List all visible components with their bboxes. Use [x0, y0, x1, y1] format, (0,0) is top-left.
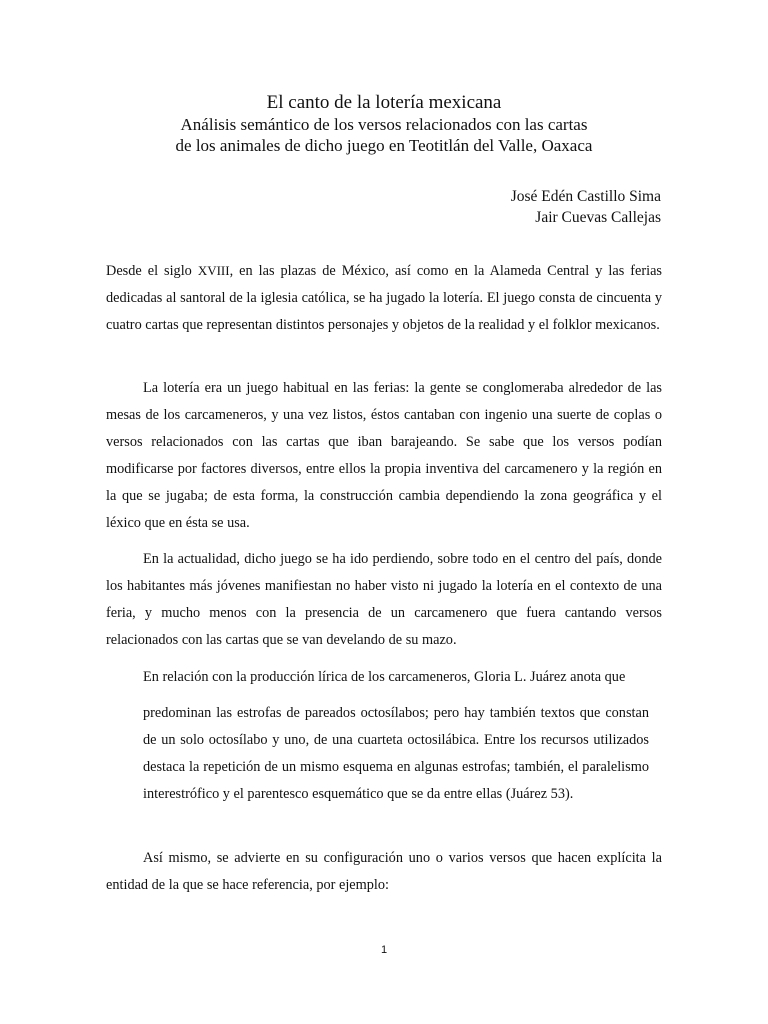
- body-paragraph-3: En la actualidad, dicho juego se ha ido perdiendo, sobre todo en el centro del país, donde los habitantes más jóvenes manifiestan no haber visto ni jugado la lotería en el contexto de una feria, y mucho menos con la presencia de un carcamenero que fuera cantando versos relacionados con las cartas que se van develando de su mazo.: [106, 551, 662, 648]
- body-paragraph-5: Así mismo, se advierte en su configuración uno o varios versos que hacen explícita la entidad de la que se hace referencia, por ejemplo:: [106, 850, 662, 893]
- paragraph-1-text-end: , en las plazas de México, así como en la Alameda Central y las ferias dedicadas al santoral de la iglesia católica, se ha jugado la lotería. El juego consta de cincuenta y cuatro cartas que representan distintos personajes y objetos de la realidad y el folklor mexicanos.: [106, 263, 662, 333]
- document-subtitle-line-1: Análisis semántico de los versos relacionados con las cartas: [180, 115, 588, 134]
- document-header: [106, 92, 662, 156]
- author-name: José Edén Castillo Sima: [510, 188, 661, 205]
- document-subtitle-line-2: de los animales de dicho juego en Teotitlán del Valle, Oaxaca: [175, 136, 593, 155]
- page-number: 1: [380, 944, 388, 956]
- body-paragraph-4: En relación con la producción lírica de los carcameneros, Gloria L. Juárez anota que: [143, 669, 626, 685]
- body-paragraph-2: La lotería era un juego habitual en las ferias: la gente se conglomeraba alrededor de las mesas de los carcameneros, y una vez listos, éstos cantaban con ingenio una suerte de coplas o versos relacionados con las cartas que iban barajeando. Se sabe que los versos podían modificarse por factores diversos, entre ellos la propia inventiva del carcamenero y la región en la que se jugaba; de esta forma, la construcción cambia dependiendo la zona geográfica y el léxico que en ésta se usa.: [106, 380, 662, 531]
- roman-numeral-century: XVIII: [197, 263, 230, 278]
- author-name: Jair Cuevas Callejas: [535, 209, 661, 226]
- document-title: El canto de la lotería mexicana: [266, 92, 502, 113]
- author-list: [511, 186, 661, 228]
- body-paragraph-1: [106, 257, 662, 339]
- block-quote: predominan las estrofas de pareados octosílabos; pero hay también textos que constan de un solo octosílabo y uno, de una cuarteta octosilábica. Entre los recursos utilizados destaca la repetición de un mismo esquema en algunas estrofas; también, el paralelismo interestrófico y el parentesco esquemático que se da entre ellas (Juárez 53).: [143, 705, 649, 802]
- paragraph-1-text-start: Desde el siglo: [106, 263, 198, 279]
